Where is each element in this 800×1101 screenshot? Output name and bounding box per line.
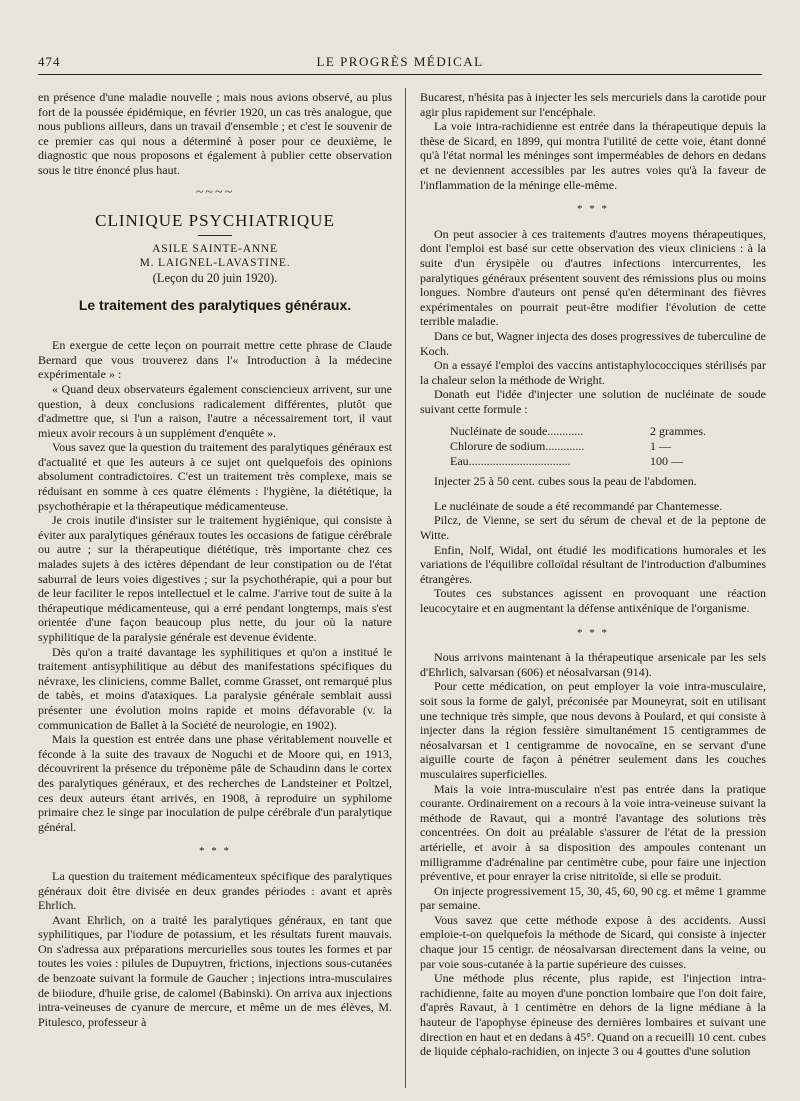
article-title: Le traitement des paralytiques généraux. [78, 296, 352, 313]
paragraph: « Quand deux observateurs également consciencieux arrivent, sur une question, à deux conclusions radicalement différentes, plutôt que d'admettre que, si l'un a raison, l'autre a nécessairement tort, il vaut mieux avoir recours à un supplément d'enquête ». [38, 381, 392, 440]
formula-quantity: 1 — [650, 439, 671, 454]
paragraph: Dans ce but, Wagner injecta des doses progressives de tuberculine de Koch. [420, 328, 766, 358]
paragraph: La question du traitement médicamenteux spécifique des paralytiques généraux doit être divisée en deux grandes périodes : avant et après Ehrlich. [38, 868, 392, 913]
paragraph: Pilcz, de Vienne, se sert du sérum de cheval et de la peptone de Witte. [420, 513, 766, 543]
ornament-divider: ~~~~ [195, 184, 235, 200]
column-divider [405, 88, 406, 1088]
paragraph: Le nucléinate de soude a été recommandé par Chantemesse. [434, 498, 723, 513]
paragraph: Je crois inutile d'insister sur le traitement hygiénique, qui consiste à éviter aux paralytiques généraux toutes les occasions de fatigue cérébrale ou autre ; sur la thérapeutique diététique, très importante chez ces malades sujets à des ictères dépendant de leur constipation ou de l'état saburral de leurs voies digestives ; sur la psychothérapie, qui a pour but de leur faciliter le repos intellectuel et le calme. J'arrive tout de suite à la thérapeutique médicamenteuse, qui a erré pendant longtemps, mais s'est orientée d'une façon beaucoup plus nette, du jour où la nature syphilitique de la paralysie générale est devenue évidente. [38, 513, 392, 644]
lecture-date: (Leçon du 20 juin 1920). [152, 270, 278, 285]
formula-ingredient: Nucléinate de soude............ [450, 424, 584, 439]
section-title: CLINIQUE PSYCHIATRIQUE [95, 211, 335, 231]
title-dash [198, 235, 232, 236]
formula-row [450, 424, 740, 439]
paragraph: Avant Ehrlich, on a traité les paralytiques généraux, en tant que syphilitiques, par l'iodure de potassium, et les résultats furent mauvais. On s'adressa aux préparations mercurielles sous toutes les formes et par toutes les voies : pilules de Dupuytren, frictions, injections sous-cutanées de benzoate suivant la formule de Gaucher ; injections intra-musculaires de biiodure, d'huile grise, de calomel (Babinski). On arriva aux injections intra-veineuses de cyanure de mercure, et même un de mes élèves, M. Pitulesco, professeur à [38, 912, 392, 1029]
right-column [420, 90, 766, 1059]
paragraph: Mais la voie intra-musculaire n'est pas entrée dans la pratique courante. Ordinairement on a recours à la voie intra-veineuse suivant la méthode de Ravaut, qui a montré l'avantage des solutions très concentrées. On doit au préalable s'assurer de l'état de la pression artérielle, et avoir à sa disposition des ampoules contenant un milligramme d'adrénaline par centimètre cube, pour faire une injection préventive, et pour enrayer la crise nitritoïde, si elle se produit. [420, 781, 766, 884]
intro-paragraph: en présence d'une maladie nouvelle ; mais nous avions observé, au plus fort de la poussée épidémique, en février 1920, un cas très analogue, que nous publions ailleurs, dans un travail d'ensemble ; et c'est le souvenir de ce premier cas qui nous a déterminé à poser pour ce deuxième, le diagnostic que nous proposons et également à publier cette observation sous le titre énoncé plus haut. [38, 90, 392, 177]
paragraph: Une méthode plus récente, plus rapide, est l'injection intra-rachidienne, faite au moyen d'une ponction lombaire que l'on doit faire, d'après Ravaut, à 1 centimètre en dehors de la ligne médiane à la hauteur de l'apophyse épineuse des dernières lombaires et suivant une direction en haut et en dedans à 45°. Quand on a recueilli 10 cent. cubes de liquide céphalo-rachidien, on injecte 3 ou 4 gouttes d'une solution [420, 971, 767, 1059]
formula-ingredient: Chlorure de sodium............. [450, 439, 585, 454]
paragraph: Dès qu'on a traité davantage les syphilitiques et qu'on a institué le traitement antisyphilitique au début des manifestations spécifiques du névraxe, les cliniciens, comme Ballet, comme Grasset, ont remarqué plus de tabès, et moins d'ataxiques. La paralysie générale semblait aussi présenter une évolution moins rapide et moins défavorable (v. la communication de Ballet à la Société de neurologie, en 1902). [38, 644, 392, 732]
page-number: 474 [38, 54, 61, 69]
paragraph: Mais la question est entrée dans une phase véritablement nouvelle et féconde à la suite des travaux de Noguchi et de Moore qui, en 1913, découvrirent la présence du tréponème pâle de Schaudinn dans le cortex des paralytiques généraux, et des recherches de Landsteiner et Poltzel, ces deux auteurs étant arrivés, en 1908, à reproduire un syphilome primaire chez le singe par inoculation de pulpe cérébrale d'un paralytique général. [38, 732, 392, 834]
section-stars: * * * [199, 845, 231, 858]
formula-row [450, 454, 740, 469]
paragraph: Enfin, Nolf, Widal, ont étudié les modifications humorales et les variations de l'équilibre colloïdal résultant de l'introduction d'albumines étrangères. [420, 542, 766, 586]
paragraph: On a essayé l'emploi des vaccins antistaphylococciques stérilisés par la chaleur selon la méthode de Wright. [420, 358, 766, 387]
asylum-name: ASILE SAINTE-ANNE [152, 242, 278, 255]
formula-row [450, 439, 740, 454]
paragraph: Vous savez que la question du traitement des paralytiques généraux est d'actualité et que les auteurs à ce sujet ont quelquefois des opinions absolument contradictoires. C'est un traitement très complexe, mais se réduisant en somme à ces quatre éléments : l'hygiène, la diététique, la psychothérapie et la thérapeutique médicamenteuse. [38, 440, 392, 513]
formula-ingredient: Eau.................................. [450, 453, 571, 468]
left-column [38, 90, 392, 1029]
paragraph: Injecter 25 à 50 cent. cubes sous la peau de l'abdomen. [434, 474, 697, 489]
journal-title: LE PROGRÈS MÉDICAL [316, 54, 484, 69]
paragraph: Donath eut l'idée d'injecter une solution de nucléinate de soude suivant cette formule : [420, 387, 766, 416]
formula-quantity: 2 grammes. [650, 424, 706, 439]
paragraph: On peut associer à ces traitements d'autres moyens thérapeutiques, dont l'emploi est basé sur cette observation des vieux cliniciens : à la suite d'un érysipèle ou d'autres infections intercurrentes, les paralytiques généraux présentent souvent des rémissions plus ou moins longues. Nombre d'auteurs ont pensé qu'en déterminant des fièvres expérimentales on pourrait peut-être modifier l'évolution de cette terrible maladie. [420, 226, 766, 329]
paragraph: Nous arrivons maintenant à la thérapeutique arsenicale par les sels d'Ehrlich, salvarsan (606) et néosalvarsan (914). [420, 650, 766, 679]
paragraph: En exergue de cette leçon on pourrait mettre cette phrase de Claude Bernard que vous trouverez dans l'« Introduction à la médecine expérimentale » : [38, 338, 392, 382]
paragraph: On injecte progressivement 15, 30, 45, 60, 90 cg. et même 1 gramme par semaine. [420, 883, 766, 913]
paragraph: Toutes ces substances agissent en provoquant une réaction leucocytaire et en augmentant la défense antixénique de l'organisme. [420, 586, 766, 615]
paragraph: Pour cette médication, on peut employer la voie intra-musculaire, soit sous la forme de galyl, préconisée par Mouneyrat, soit en utilisant une technique très simple, que nous devons à Poulard, et qui consiste à injecter dans la région fessière simultanément 15 centigrammes de néosalvarsan et 1 centigramme de novocaïne, en se servant d'une aiguille courte de façon à pénétrer seulement dans les couches musculaires superficielles. [420, 679, 766, 781]
page-header [38, 52, 762, 75]
formula-quantity: 100 — [650, 453, 683, 468]
section-stars: * * * [577, 203, 609, 216]
paragraph: La voie intra-rachidienne est entrée dans la thérapeutique depuis la thèse de Sicard, en 1899, qui montra l'utilité de cette voie, étant donné qu'à l'état normal les méninges sont imperméables de dehors en dedans et ne deviennent accessibles par les autres voies qu'à la faveur de l'inflammation de la méninge elle-même. [420, 119, 766, 192]
section-stars: * * * [577, 626, 609, 639]
author-name: M. LAIGNEL-LAVASTINE. [139, 257, 291, 270]
paragraph: Vous savez que cette méthode expose à des accidents. Aussi emploie-t-on quelquefois la méthode de Sicard, qui consiste à injecter chaque jour 15 centigr. de néosalvarsan directement dans la veine, ou par voie sous-cutanée à la partie supérieure des cuisses. [420, 912, 766, 971]
paragraph: Bucarest, n'hésita pas à injecter les sels mercuriels dans la carotide pour agir plus rapidement sur l'encéphale. [420, 90, 766, 119]
formula-block [450, 424, 766, 468]
